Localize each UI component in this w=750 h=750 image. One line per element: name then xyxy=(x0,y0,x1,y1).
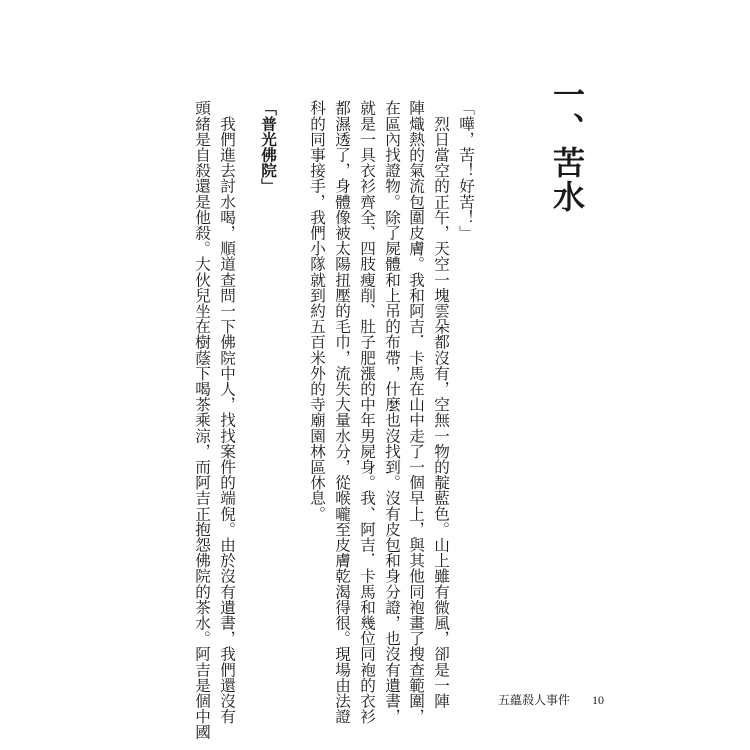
text-line: 都濕透了，身體像被太陽扭壓的毛巾，流失大量水分，從喉嚨至皮膚乾渴得很。現場由法證 xyxy=(333,100,351,724)
dialogue-line: 「嘩，苦！好苦！」 xyxy=(457,100,475,241)
chapter-title: 一、苦水 xyxy=(548,78,586,214)
section-heading: 「普光佛院」 xyxy=(259,100,277,194)
text-line: 陣熾熱的氣流包圍皮膚。我和阿吉．卡馬在山中走了一個早上，與其他同袍畫了搜查範圍， xyxy=(407,100,425,724)
footer-book-title: 五蘊殺人事件 xyxy=(498,693,571,707)
text-line: 烈日當空的正午，天空一塊雲朵都沒有，空無一物的靛藍色。山上雖有微風，卻是一陣 xyxy=(432,100,450,709)
text-line: 我們進去討水喝，順道查問一下佛院中人，找找案件的端倪。由於沒有遺書，我們還沒有 xyxy=(218,100,236,724)
text-line: 在區內找證物。除了屍體和上吊的布帶，什麼也沒找到。沒有皮包和身分證，也沒有遺書， xyxy=(383,100,401,724)
text-line: 科的同事接手，我們小隊就到約五百米外的寺廟園林區休息。 xyxy=(308,100,326,522)
page-footer xyxy=(498,691,604,708)
page-number: 10 xyxy=(592,693,605,707)
text-line: 頭緒是自殺還是他殺。大伙兒坐在樹蔭下喝茶乘涼，而阿吉正抱怨佛院的茶水。阿吉是個中國 xyxy=(193,100,211,740)
text-line: 就是一具衣衫齊全、四肢瘦削、肚子肥漲的中年男屍身。我、阿吉．卡馬和幾位同袍的衣衫 xyxy=(358,100,376,724)
